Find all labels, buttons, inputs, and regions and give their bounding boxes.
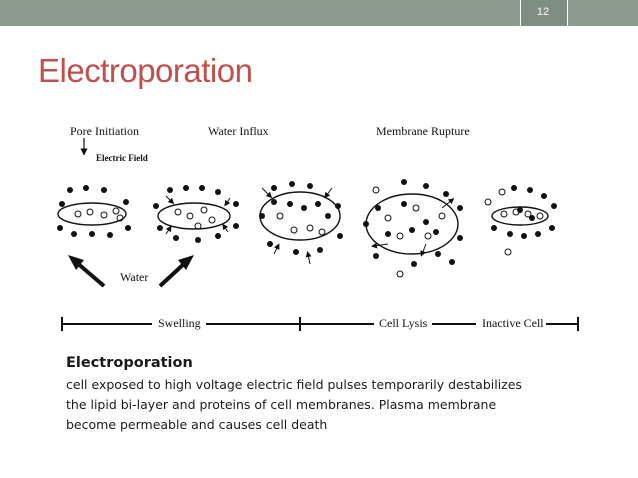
page-number: 12 — [536, 6, 550, 18]
label-water: Water — [120, 270, 149, 284]
label-electric-field: Electric Field — [96, 153, 148, 163]
caption-line: become permeable and causes cell death — [66, 417, 328, 432]
timeline — [62, 317, 578, 331]
caption-line: the lipid bi-layer and proteins of cell membranes. Plasma membrane — [66, 397, 497, 412]
cell-pore-initiation — [57, 185, 131, 238]
electroporation-diagram — [48, 104, 590, 348]
cell-water-influx — [259, 181, 343, 264]
cell-membrane-rupture — [363, 179, 463, 277]
slide-title: Electroporation — [38, 52, 253, 89]
diagram-graphics — [48, 104, 590, 348]
caption-body — [66, 375, 580, 435]
label-inactive-cell: Inactive Cell — [482, 316, 544, 330]
label-membrane-rupture: Membrane Rupture — [376, 124, 470, 138]
label-cell-lysis: Cell Lysis — [379, 316, 428, 330]
label-water-influx: Water Influx — [208, 124, 269, 138]
cell-inactive — [485, 185, 557, 255]
label-pore-initiation: Pore Initiation — [70, 124, 139, 138]
top-bar — [0, 0, 638, 26]
caption-title: Electroporation — [66, 355, 193, 371]
cell-swelling — [153, 185, 239, 243]
caption — [60, 355, 580, 435]
caption-line: cell exposed to high voltage electric field pulses temporarily destabilizes — [66, 377, 522, 392]
label-swelling: Swelling — [158, 316, 201, 330]
water-arrows — [68, 255, 194, 286]
